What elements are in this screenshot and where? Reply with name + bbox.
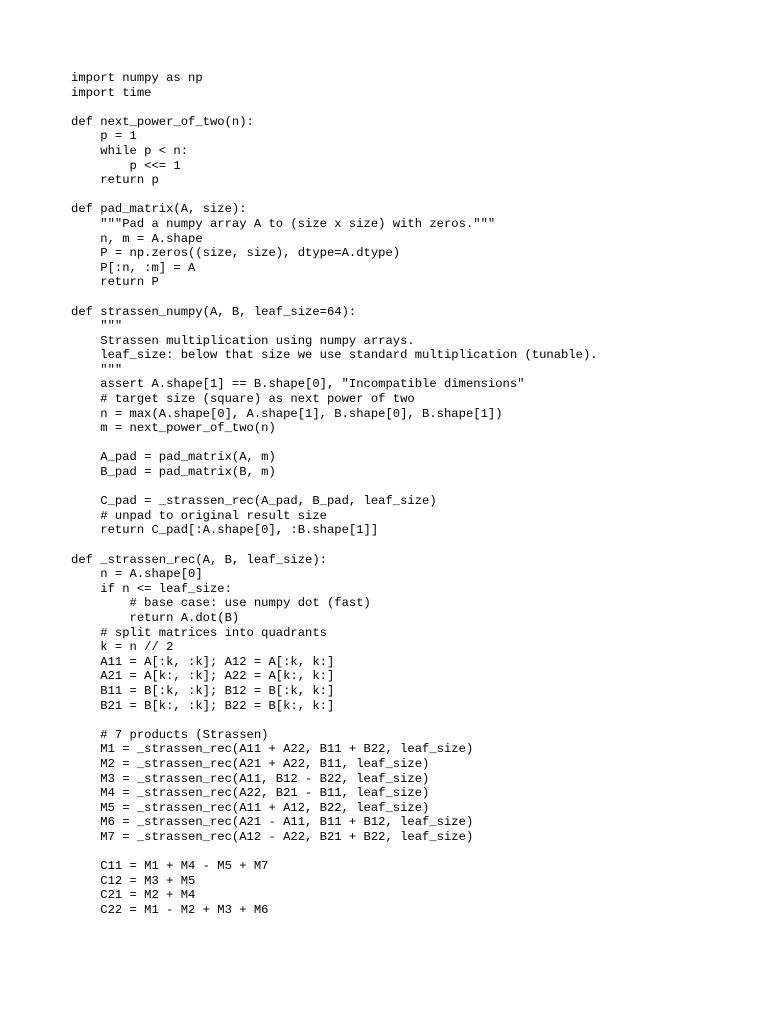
code-line: A_pad = pad_matrix(A, m) xyxy=(71,450,276,465)
code-line: M5 = _strassen_rec(A11 + A12, B22, leaf_size) xyxy=(71,800,430,815)
code-line: B21 = B[k:, :k]; B22 = B[k:, k:] xyxy=(71,698,335,713)
code-line: """Pad a numpy array A to (size x size) with zeros.""" xyxy=(71,216,496,231)
code-line: return p xyxy=(71,173,159,188)
code-line: B11 = B[:k, :k]; B12 = B[:k, k:] xyxy=(71,683,335,698)
code-line: C_pad = _strassen_rec(A_pad, B_pad, leaf_size) xyxy=(71,494,437,509)
code-line: B_pad = pad_matrix(B, m) xyxy=(71,465,276,480)
code-line: n = A.shape[0] xyxy=(71,567,203,582)
code-line: M6 = _strassen_rec(A21 - A11, B11 + B12, leaf_size) xyxy=(71,815,474,830)
code-line: """ xyxy=(71,319,123,334)
code-line: C11 = M1 + M4 - M5 + M7 xyxy=(71,859,269,874)
code-line: M4 = _strassen_rec(A22, B21 - B11, leaf_size) xyxy=(71,786,430,801)
blank-line xyxy=(71,188,748,203)
blank-line xyxy=(71,436,748,451)
code-line: M2 = _strassen_rec(A21 + A22, B11, leaf_size) xyxy=(71,756,430,771)
code-line: def pad_matrix(A, size): xyxy=(71,202,247,217)
code-line: def next_power_of_two(n): xyxy=(71,114,254,129)
code-line: # target size (square) as next power of two xyxy=(71,392,415,407)
code-line: leaf_size: below that size we use standard multiplication (tunable). xyxy=(71,348,598,363)
code-line: M3 = _strassen_rec(A11, B12 - B22, leaf_size) xyxy=(71,771,430,786)
code-line: m = next_power_of_two(n) xyxy=(71,421,276,436)
code-line: import time xyxy=(71,85,152,100)
code-line: return A.dot(B) xyxy=(71,610,240,625)
code-line: import numpy as np xyxy=(71,71,203,85)
code-line: n, m = A.shape xyxy=(71,231,203,246)
code-line: P[:n, :m] = A xyxy=(71,260,196,275)
code-document xyxy=(71,71,748,917)
code-line: A21 = A[k:, :k]; A22 = A[k:, k:] xyxy=(71,669,335,684)
code-line: return C_pad[:A.shape[0], :B.shape[1]] xyxy=(71,523,379,538)
code-line: M7 = _strassen_rec(A12 - A22, B21 + B22, leaf_size) xyxy=(71,829,474,844)
code-line: def strassen_numpy(A, B, leaf_size=64): xyxy=(71,304,357,319)
code-line: p <<= 1 xyxy=(71,158,181,173)
code-line: p = 1 xyxy=(71,129,137,144)
blank-line xyxy=(71,713,748,728)
code-line: return P xyxy=(71,275,159,290)
code-line: P = np.zeros((size, size), dtype=A.dtype) xyxy=(71,246,401,261)
blank-line xyxy=(71,538,748,553)
code-line: # base case: use numpy dot (fast) xyxy=(71,596,371,611)
code-line: C21 = M2 + M4 xyxy=(71,888,196,903)
code-line: Strassen multiplication using numpy arrays. xyxy=(71,333,415,348)
code-line: # unpad to original result size xyxy=(71,508,327,523)
blank-line xyxy=(71,480,748,495)
code-line: M1 = _strassen_rec(A11 + A22, B11 + B22, leaf_size) xyxy=(71,742,474,757)
code-line: if n <= leaf_size: xyxy=(71,581,232,596)
code-line: k = n // 2 xyxy=(71,640,174,655)
code-line: A11 = A[:k, :k]; A12 = A[:k, k:] xyxy=(71,654,335,669)
code-line: """ xyxy=(71,362,123,377)
code-line: assert A.shape[1] == B.shape[0], "Incompatible dimensions" xyxy=(71,377,525,392)
code-line: C22 = M1 - M2 + M3 + M6 xyxy=(71,902,269,917)
code-line: C12 = M3 + M5 xyxy=(71,873,196,888)
blank-line xyxy=(71,844,748,859)
code-line: n = max(A.shape[0], A.shape[1], B.shape[0], B.shape[1]) xyxy=(71,406,503,421)
code-line: # 7 products (Strassen) xyxy=(71,727,269,742)
blank-line xyxy=(71,100,748,115)
code-line: def _strassen_rec(A, B, leaf_size): xyxy=(71,552,327,567)
blank-line xyxy=(71,290,748,305)
code-line: while p < n: xyxy=(71,143,189,158)
code-line: # split matrices into quadrants xyxy=(71,625,327,640)
